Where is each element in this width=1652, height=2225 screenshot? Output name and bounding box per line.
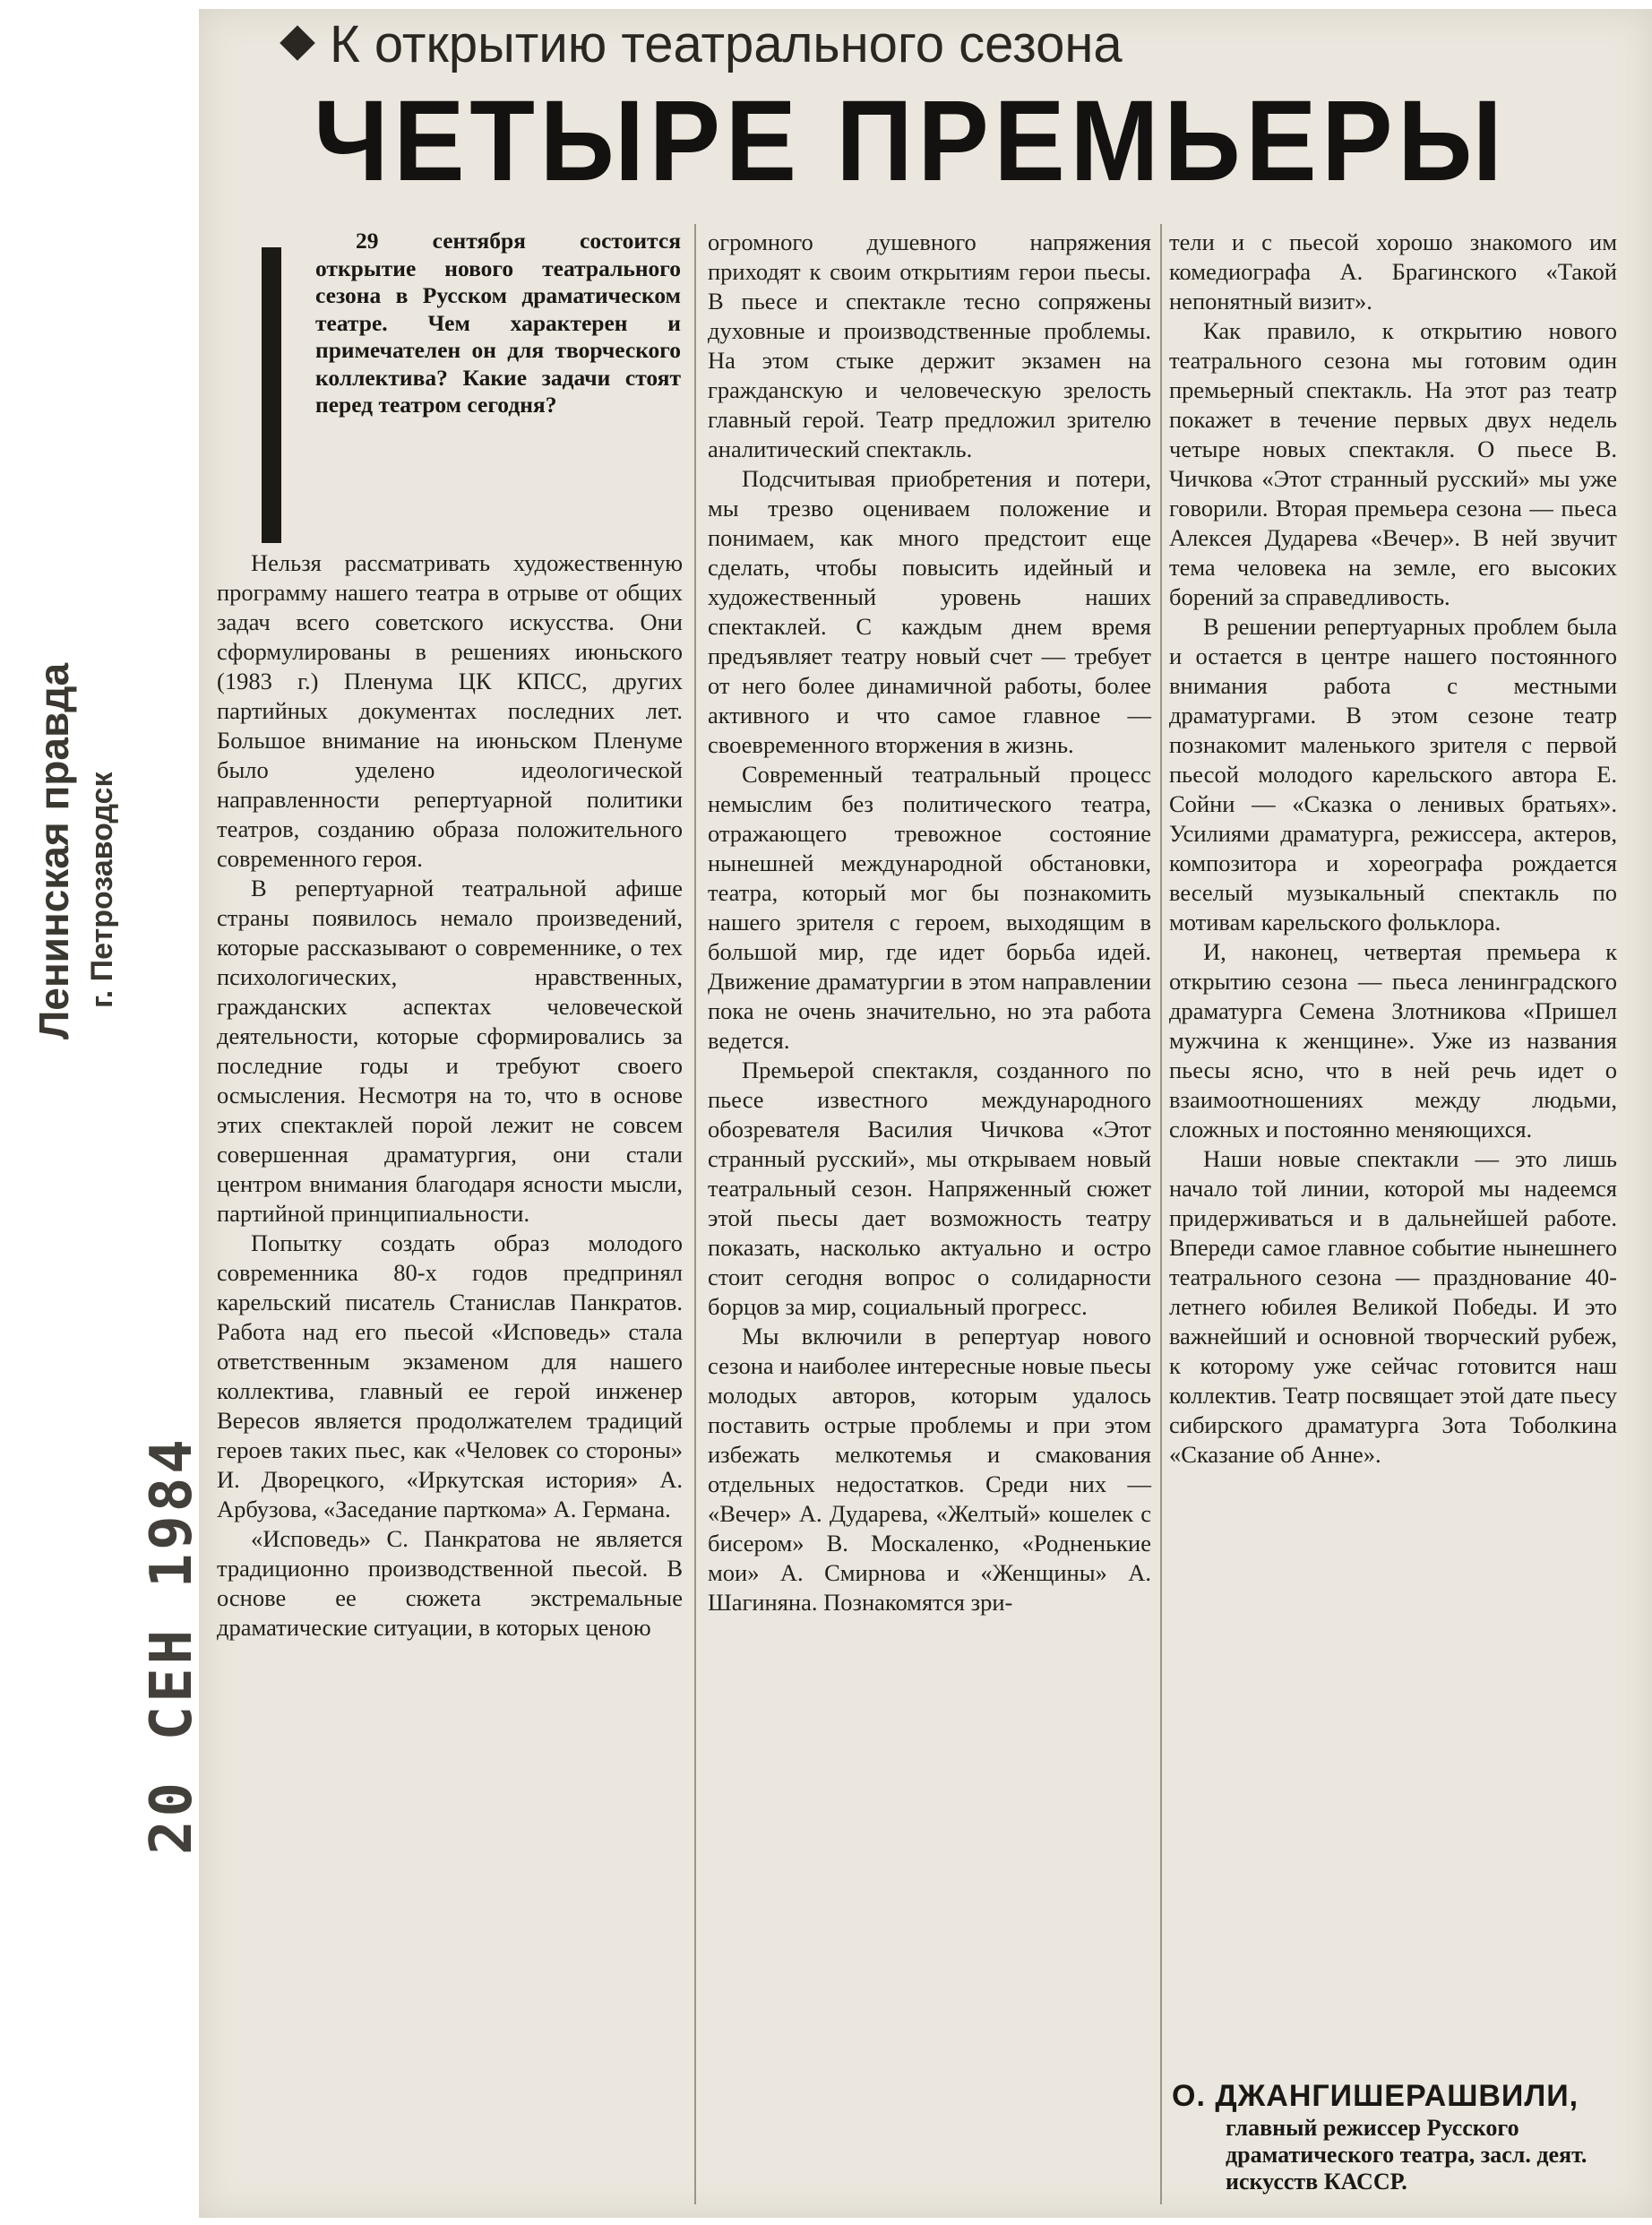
rubric-text: К открытию театрального сезона — [330, 15, 1123, 73]
lead-text: 29 сентября состоится открытие нового театрального сезона в Русском драматическом театре. Чем характерен и примечателен он для творческого коллектива? Какие задачи стоят перед театром сегодня? — [315, 228, 681, 418]
paragraph: тели и с пьесой хорошо знакомого им комедиографа А. Брагинского «Такой непонятный визит». — [1169, 229, 1617, 315]
lead-bar — [262, 247, 281, 543]
column-3 — [1169, 228, 1617, 2083]
author-name: О. ДЖАНГИШЕРАШВИЛИ, — [1172, 2079, 1579, 2113]
paragraph: «Исповедь» С. Панкратова не является традиционно производственной пьесой. В основе ее сюжета экстремальные драматические ситуации, в которых ценою — [217, 1525, 683, 1641]
column-2 — [708, 228, 1151, 2217]
paragraph: Попытку создать образ молодого современника 80-х годов предпринял карельский писатель Станислав Панкратов. Работа над его пьесой «Исповедь» стала ответственным экзаменом для нашего коллектива, главный ее герой инженер Вересов является продолжателем традиций героев таких пьес, как «Человек со стороны» И. Дворецкого, «Иркутская история» А. Арбузова, «Заседание парткома» А. Германа. — [217, 1229, 683, 1522]
paragraph: Премьерой спектакля, созданного по пьесе известного международного обозревателя Василия Чичкова «Этот странный русский», мы открываем новый театральный сезон. Напряженный сюжет этой пьесы дает возможность театру показать, насколько актуально и остро стоит сегодня вопрос о солидарности борцов за мир, социальный прогресс. — [708, 1056, 1151, 1320]
paragraph: Современный театральный процесс немыслим без политического театра, отражающего тревожное состояние нынешней международной обстановки, театра, который мог бы познакомить нашего зрителя с героем, выходящим в большой мир, где идет борьба идей. Движение драматургии в этом направлении пока не очень значительно, но эта работа ведется. — [708, 761, 1151, 1054]
stamp-date: 20 СЕН 1984 — [139, 1436, 205, 1855]
stamp-city: г. Петрозаводск — [85, 772, 119, 1008]
paragraph: Как правило, к открытию нового театрального сезона мы готовим один премьерный спектакль. На этот раз театр покажет в течение первых двух недель четыре новых спектакля. О пьесе В. Чичкова «Этот странный русский» мы уже говорили. Вторая премьера сезона — пьеса Алексея Дударева «Вечер». В ней звучит тема человека на земле, его высоких борений за справедливость. — [1169, 317, 1617, 610]
stamp-newspaper-name: Ленинская правда — [30, 662, 77, 1039]
paragraph: В репертуарной театральной афише страны появилось немало произведений, которые рассказывают о современнике, о тех психологических, нравственных, гражданских аспектах человеческой деятельности, которые сформировались за последние годы и требуют своего осмысления. Несмотря на то, что в основе этих спектаклей порой лежит не совсем совершенная драматургия, они стали центром внимания благодаря ясности мысли, партийной принципиальности. — [217, 875, 683, 1227]
column-rule-1 — [694, 224, 696, 2204]
lead-paragraph — [315, 228, 681, 541]
column-1 — [217, 548, 683, 1933]
paragraph: Наши новые спектакли — это лишь начало той линии, которой мы надеемся придерживаться и в дальнейшей работе. Впереди самое главное событие нынешнего театрального сезона — празднование 40-летнего юбилея Великой Победы. И это важнейший и основной творческий рубеж, к которому уже сейчас готовится наш коллектив. Театр посвящает этой дате пьесу сибирского драматурга Зота Тоболкина «Сказание об Анне». — [1169, 1145, 1617, 1468]
headline: ЧЕТЫРЕ ПРЕМЬЕРЫ — [314, 77, 1508, 205]
diamond-bullet-icon — [280, 25, 315, 61]
paragraph: И, наконец, четвертая премьера к открытию сезона — пьеса ленинградского драматурга Семена Злотникова «Пришел мужчина к женщине». Уже из названия пьесы ясно, что в ней речь идет о взаимоотношениях между людьми, сложных и постоянно меняющихся. — [1169, 938, 1617, 1143]
column-rule-2 — [1160, 224, 1162, 2204]
paragraph: Мы включили в репертуар нового сезона и наиболее интересные новые пьесы молодых авторов, которым удалось поставить острые проблемы и при этом избежать мелкотемья и смакования отдельных недостатков. Среди них — «Вечер» А. Дударева, «Желтый» кошелек с бисером» В. Москаленко, «Родненькие мои» А. Смирнова и «Женщины» А. Шагиняна. Познакомятся зри- — [708, 1323, 1151, 1616]
paragraph: В решении репертуарных проблем была и остается в центре нашего постоянного внимания работа с местными драматургами. В этом сезоне театр познакомит маленького зрителя с первой пьесой молодого карельского автора Е. Сойни — «Сказка о ленивых братьях». Усилиями драматурга, режиссера, актеров, композитора и хореографа рождается веселый музыкальный спектакль по мотивам карельского фольклора. — [1169, 613, 1617, 936]
paragraph: Подсчитывая приобретения и потери, мы трезво оцениваем положение и понимаем, как много предстоит еще сделать, чтобы повысить идейный и художественный уровень наших спектаклей. С каждым днем время предъявляет театру новый счет — требует от него более динамичной работы, более активного и что самое главное — своевременного вторжения в жизнь. — [708, 465, 1151, 758]
paragraph: огромного душевного напряжения приходят к своим открытиям герои пьесы. В пьесе и спектакле тесно сопряжены духовные и производственные проблемы. На этом стыке держит экзамен на гражданскую и человеческую зрелость главный герой. Театр предложил зрителю аналитический спектакль. — [708, 229, 1151, 462]
author-signature — [1172, 2077, 1620, 2221]
paragraph: Нельзя рассматривать художественную программу нашего театра в отрыве от общих задач всего советского искусства. Они сформулированы в решениях июньского (1983 г.) Пленума ЦК КПСС, других партийных документах последних лет. Большое внимание на июньском Пленуме было уделено идеологической направленности репертуарной политики театров, созданию образа положительного современного героя. — [217, 549, 683, 872]
author-title: главный режиссер Русского драматического театра, засл. деят. искусств КАССР. — [1226, 2115, 1587, 2195]
rubric-kicker — [285, 13, 1450, 77]
